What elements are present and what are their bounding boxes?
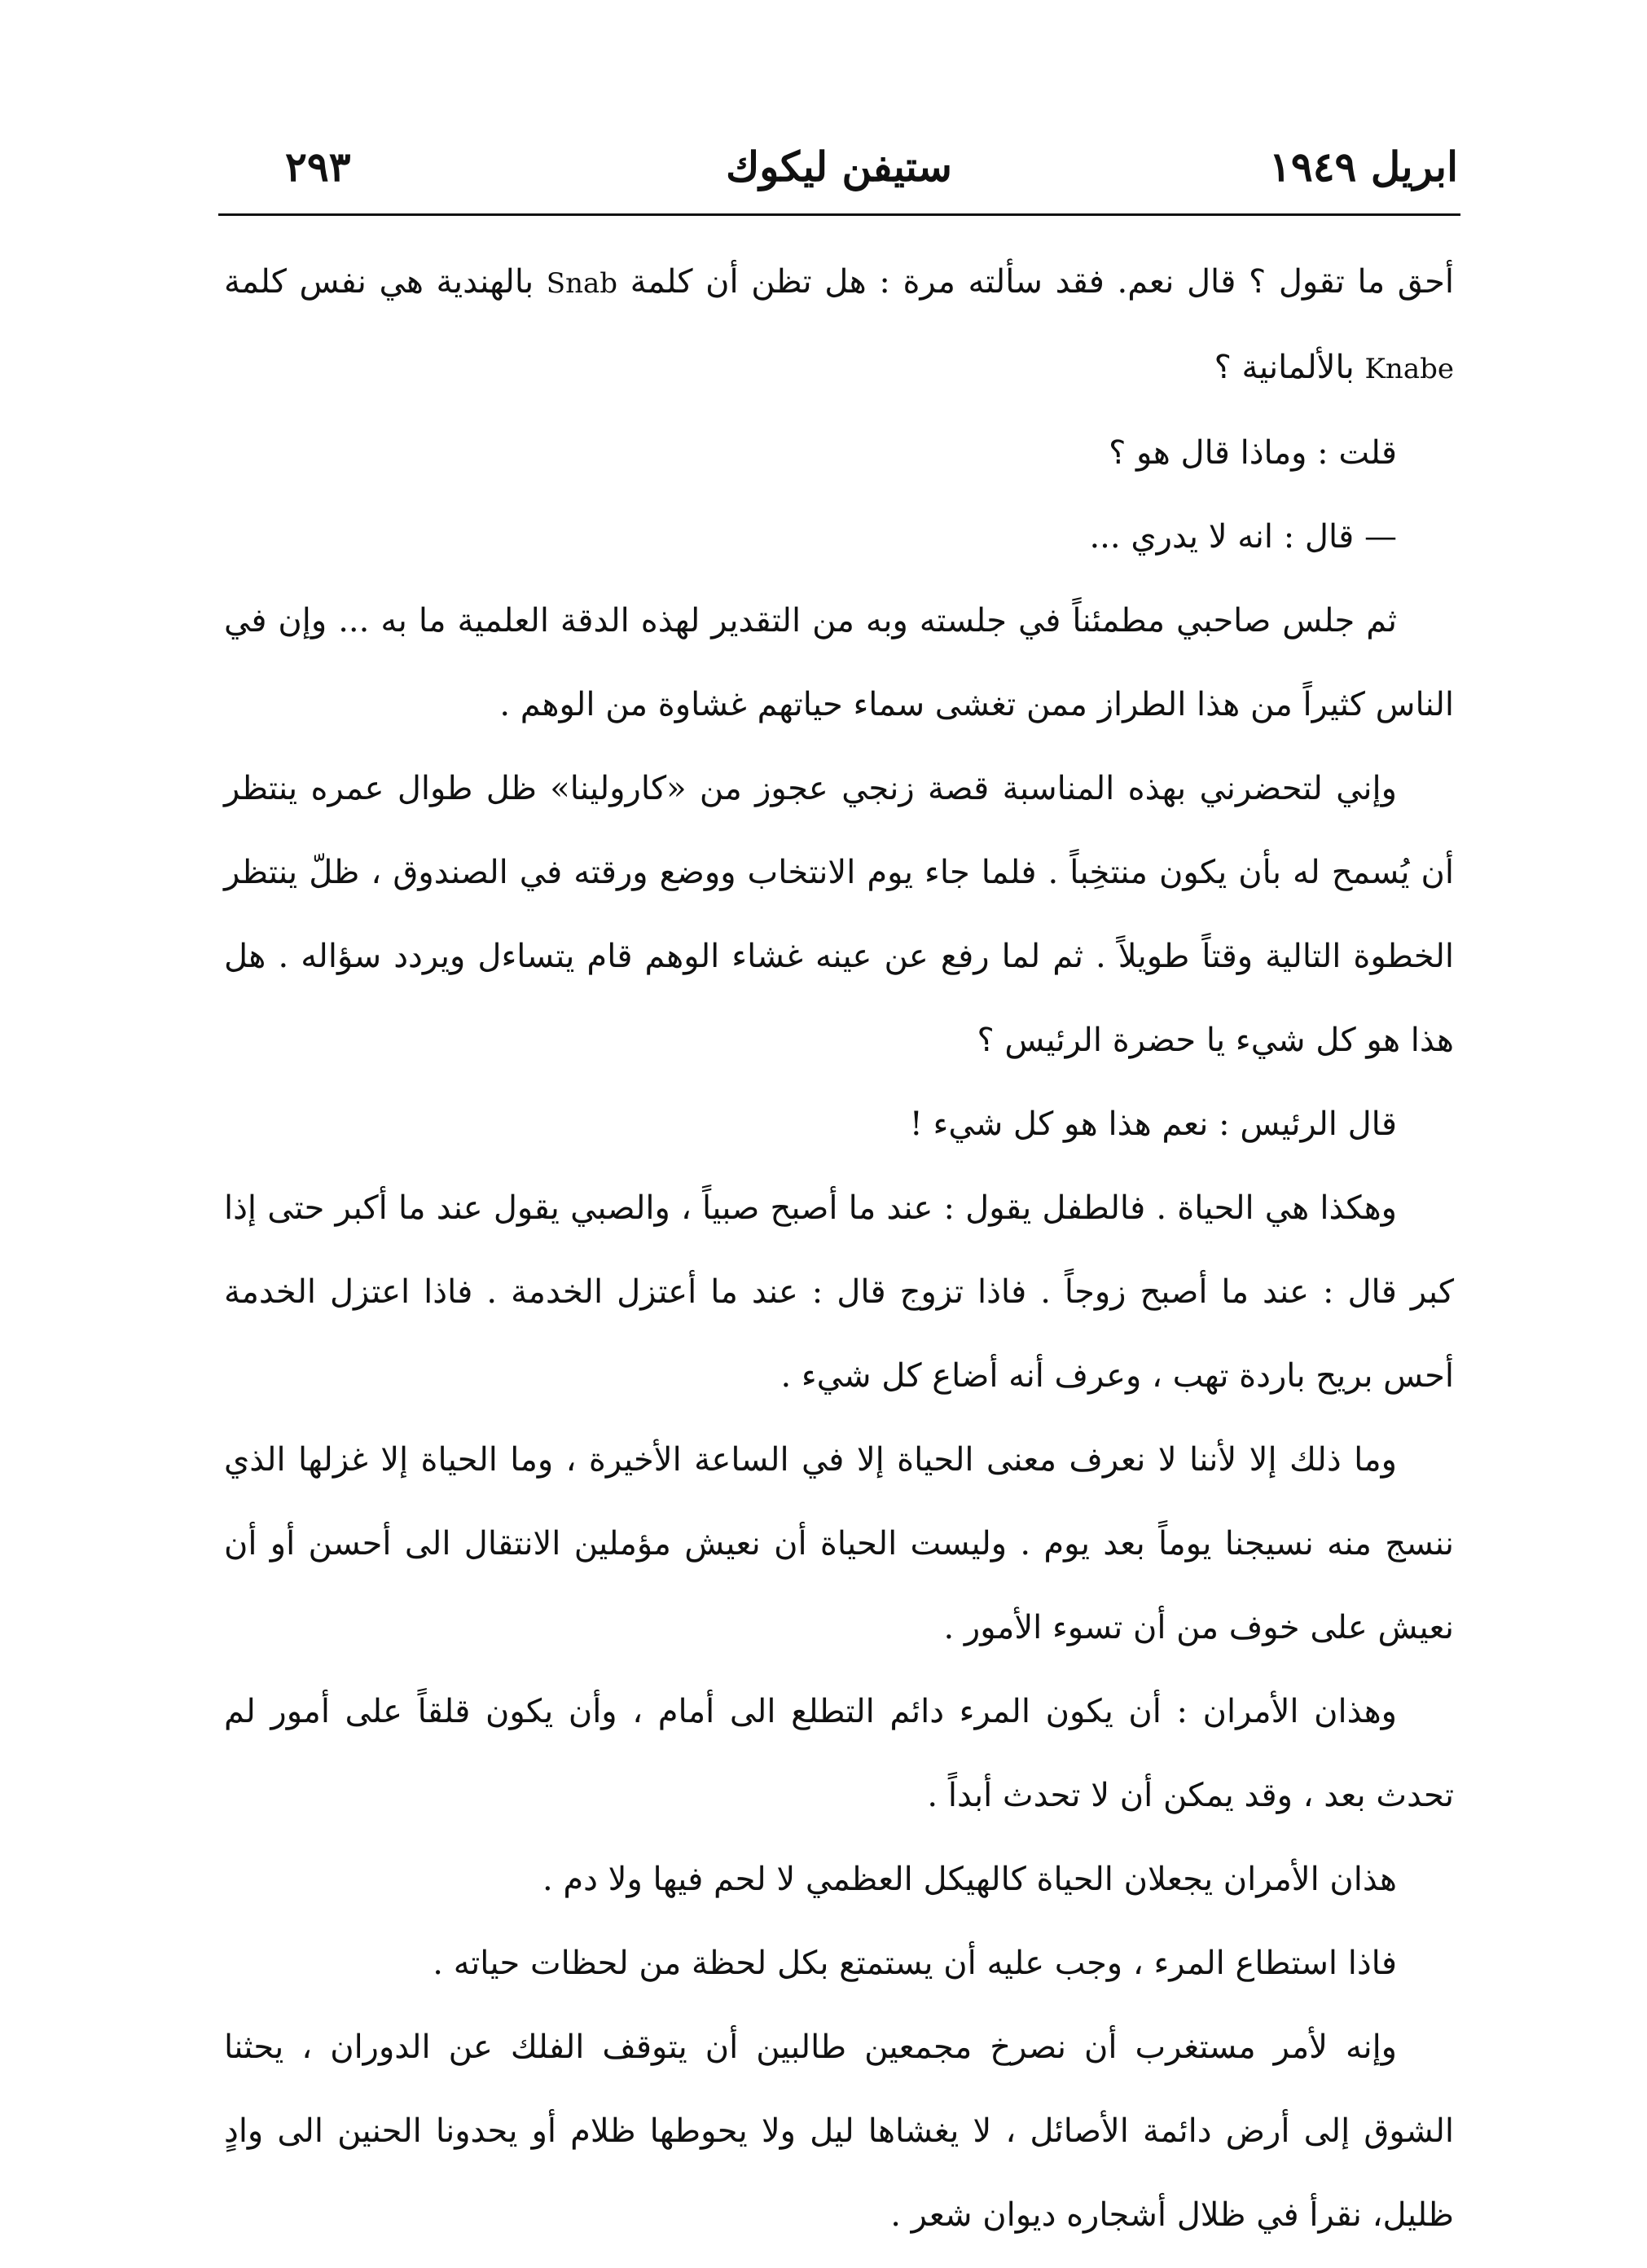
article-body [224, 240, 1454, 2257]
issue-date: ابريل ١٩٤٩ [1268, 143, 1458, 191]
paragraph: وهذان الأمران : أن يكون المرء دائم التطلع الى أمام ، وأن يكون قلقاً على أمور لم تحدث بعد ، وقد يمكن أن لا تحدث أبداً . [224, 1693, 1454, 1814]
paragraph-text: أحق ما تقول ؟ قال نعم. فقد سألته مرة : هل تظن أن كلمة [630, 263, 1455, 301]
paragraph-text: بالهندية هي نفس كلمة [224, 263, 534, 301]
latin-word: Knabe [1364, 353, 1454, 385]
page-number: ٢٩٣ [285, 143, 351, 191]
paragraph-text: بالألمانية ؟ [1214, 349, 1355, 386]
paragraph: وإني لتحضرني بهذه المناسبة قصة زنجي عجوز من «كارولينا» ظل طوال عمره ينتظر أن يُسمح له بأن يكون منتخِباً . فلما جاء يوم الانتخاب ووضع ورقته في الصندوق ، ظلّ ينتظر الخطوة التالية وقتاً طويلاً . ثم لما رفع عن عينه غشاء الوهم قام يتساءل ويردد سؤاله . هل هذا هو كل شيء يا حضرة الرئيس ؟ [224, 770, 1454, 1059]
paragraph: قلت : وماذا قال هو ؟ [1109, 434, 1397, 472]
paragraph: وإنه لأمر مستغرب أن نصرخ مجمعين طالبين أن يتوقف الفلك عن الدوران ، يحثنا الشوق إلى أرض دائمة الأصائل ، لا يغشاها ليل ولا يحوطها ظلام أو يحدونا الحنين الى وادٍ ظليل، نقرأ في ظلال أشجاره ديوان شعر . [224, 2028, 1454, 2234]
header-rule [218, 213, 1460, 216]
paragraph: وهكذا هي الحياة . فالطفل يقول : عند ما أصبح صبياً ، والصبي يقول عند ما أكبر حتى إذا كبر قال : عند ما أصبح زوجاً . فاذا تزوج قال : عند ما أعتزل الخدمة . فاذا اعتزل الخدمة أحس بريح باردة تهب ، وعرف أنه أضاع كل شيء . [224, 1189, 1454, 1395]
paragraph: وما ذلك إلا لأننا لا نعرف معنى الحياة إلا في الساعة الأخيرة ، وما الحياة إلا غزلها الذي ننسج منه نسيجنا يوماً بعد يوم . وليست الحياة أن نعيش مؤملين الانتقال الى أحسن أو أن نعيش على خوف من أن تسوء الأمور . [224, 1441, 1454, 1646]
latin-word: Snab [546, 267, 618, 300]
paragraph: ثم جلس صاحبي مطمئناً في جلسته وبه من التقدير لهذه الدقة العلمية ما به ... وإن في الناس كثيراً من هذا الطراز ممن تغشى سماء حياتهم غشاوة من الوهم . [224, 602, 1454, 723]
article-title: ستيفن ليكوك [726, 143, 952, 191]
paragraph: فاذا استطاع المرء ، وجب عليه أن يستمتع بكل لحظة من لحظات حياته . [433, 1945, 1397, 1982]
paragraph: هذان الأمران يجعلان الحياة كالهيكل العظمي لا لحم فيها ولا دم . [542, 1861, 1397, 1898]
paragraph: — قال : انه لا يدري ... [1089, 518, 1397, 556]
running-head [220, 130, 1458, 204]
paragraph: قال الرئيس : نعم هذا هو كل شيء ! [909, 1105, 1397, 1143]
paragraph [224, 240, 1454, 411]
